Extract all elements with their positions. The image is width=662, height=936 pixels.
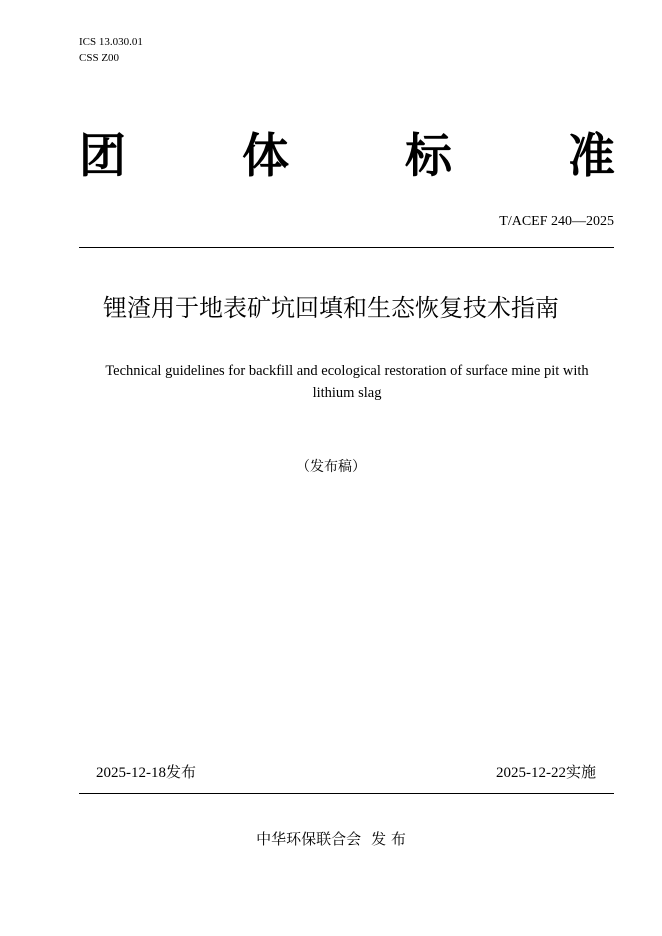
- css-code: CSS Z00: [79, 52, 120, 64]
- standard-type-char: 团: [79, 129, 126, 184]
- issue-date: 2025-12-18: [96, 765, 166, 781]
- ics-code: ICS 13.030.01: [79, 36, 143, 48]
- standard-type-char: 体: [242, 129, 289, 184]
- title-chinese: 锂渣用于地表矿坑回填和生态恢复技术指南: [103, 294, 559, 322]
- standard-number: T/ACEF 240—2025: [499, 214, 614, 229]
- issue-date-line: [96, 762, 196, 783]
- implementation-date: 2025-12-22: [495, 765, 566, 781]
- standard-type-char: 准: [568, 129, 615, 184]
- publisher-name: 中华环保联合会: [256, 830, 362, 848]
- draft-status: （发布稿）: [296, 459, 366, 475]
- bottom-divider: [79, 793, 614, 794]
- publisher-line: [0, 828, 662, 851]
- standard-type-char: 标: [405, 129, 452, 184]
- implementation-date-line: [496, 762, 596, 783]
- title-english-line: lithium slag: [312, 385, 382, 401]
- top-divider: [79, 247, 614, 248]
- classification-codes: [79, 34, 143, 66]
- implementation-label: 实施: [565, 763, 596, 781]
- title-english: [81, 360, 613, 404]
- standard-type-heading: [79, 126, 615, 188]
- publisher-label: 发 布: [371, 830, 406, 848]
- title-english-line: Technical guidelines for backfill and ecological restoration of surface mine pit with: [105, 363, 589, 379]
- issue-label: 发布: [166, 763, 197, 781]
